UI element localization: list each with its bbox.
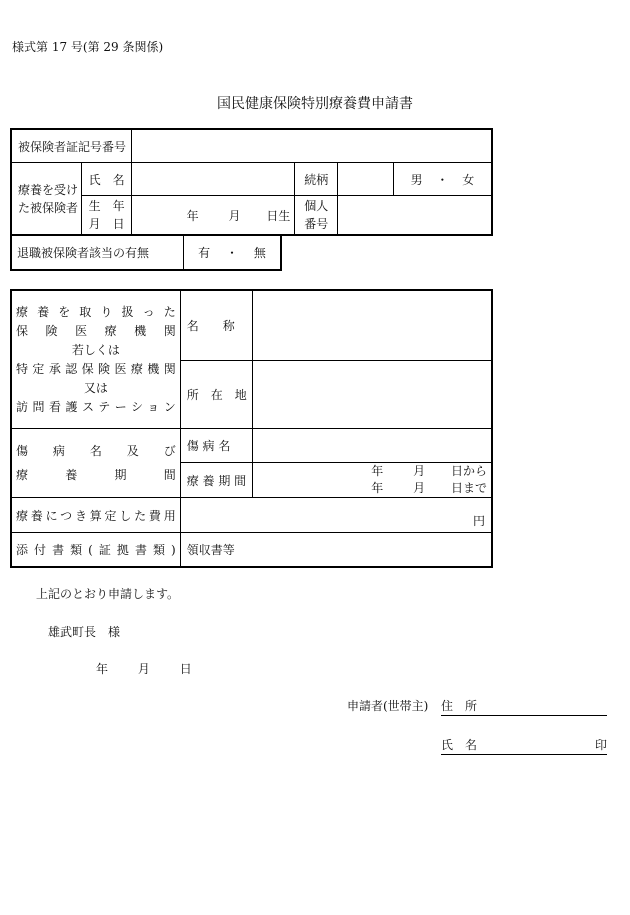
name-label: 氏 名: [82, 163, 132, 196]
period-from-year: 年: [371, 464, 384, 478]
birthdate-field[interactable]: [132, 196, 295, 236]
retired-no[interactable]: 無: [253, 246, 266, 260]
retired-yes[interactable]: 有: [198, 246, 211, 260]
retired-label: 退職被保険者該当の有無: [11, 235, 184, 270]
applicant-address-field[interactable]: [441, 697, 607, 716]
cert-number-label: 被保険者証記号番号: [11, 129, 132, 163]
attachments-field[interactable]: 領収書等: [180, 533, 492, 568]
insured-info-table: [10, 128, 493, 236]
form-title: 国民健康保険特別療養費申請書: [217, 96, 413, 112]
period-field[interactable]: [252, 463, 492, 498]
sex-female[interactable]: 女: [462, 172, 475, 187]
institution-name-label: 名 称: [180, 290, 252, 360]
illness-name-field[interactable]: [252, 429, 492, 463]
statement: 上記のとおり申請します。: [36, 587, 180, 601]
personal-number-label: 個人 番号: [295, 196, 338, 236]
attachments-label: 添付書類(証拠書類): [11, 533, 180, 568]
date-month: 月: [137, 662, 150, 676]
cert-number-field[interactable]: [132, 129, 492, 163]
patient-label: 療養を受け た被保険者: [11, 163, 82, 236]
retired-separator: ・: [225, 246, 238, 260]
birth-month: 月: [228, 208, 241, 223]
application-date[interactable]: [96, 660, 192, 677]
illness-name-label: 傷 病 名: [180, 429, 252, 463]
institution-address-field[interactable]: [252, 360, 492, 429]
institution-label: 療養を取り扱った 保険医療機関 若しくは 特定承認保険医療機関 又は 訪問看護ステーション: [11, 290, 180, 429]
relation-label: 続柄: [295, 163, 338, 196]
cost-field[interactable]: [180, 498, 492, 533]
period-label: 療 養 期 間: [180, 463, 252, 498]
sex-field[interactable]: [393, 163, 492, 196]
date-day: 日: [179, 662, 192, 676]
retired-table: [10, 234, 282, 271]
treatment-table: [10, 289, 493, 568]
applicant-label: 申請者(世帯主): [347, 699, 429, 713]
institution-address-label: 所 在 地: [180, 360, 252, 429]
period-from-day: 日から: [450, 464, 487, 478]
date-year: 年: [96, 662, 109, 676]
addressee: 雄武町長 様: [48, 625, 121, 639]
birth-day: 日生: [266, 208, 291, 223]
form-number: 様式第 17 号(第 29 条関係): [12, 40, 164, 54]
relation-field[interactable]: [338, 163, 394, 196]
period-to-year: 年: [371, 481, 384, 495]
applicant-name-field[interactable]: [441, 736, 607, 755]
applicant-name-label: 氏 名: [441, 738, 478, 752]
cost-unit: 円: [472, 514, 485, 528]
sex-male[interactable]: 男: [410, 172, 423, 187]
illness-label: 傷病名及び 療養期間: [11, 429, 180, 498]
period-to-month: 月: [413, 481, 426, 495]
personal-number-field[interactable]: [338, 196, 492, 236]
applicant-address-label: 住 所: [441, 699, 478, 713]
period-from-month: 月: [413, 464, 426, 478]
seal-mark: 印: [594, 738, 607, 752]
cost-label: 療養につき算定した費用: [11, 498, 180, 533]
patient-name-field[interactable]: [132, 163, 295, 196]
birth-year: 年: [186, 208, 199, 223]
birth-label: 生 年 月 日: [82, 196, 132, 236]
period-to-day: 日まで: [450, 481, 487, 495]
retired-field[interactable]: [184, 235, 282, 270]
institution-name-field[interactable]: [252, 290, 492, 360]
sex-separator: ・: [436, 172, 449, 187]
